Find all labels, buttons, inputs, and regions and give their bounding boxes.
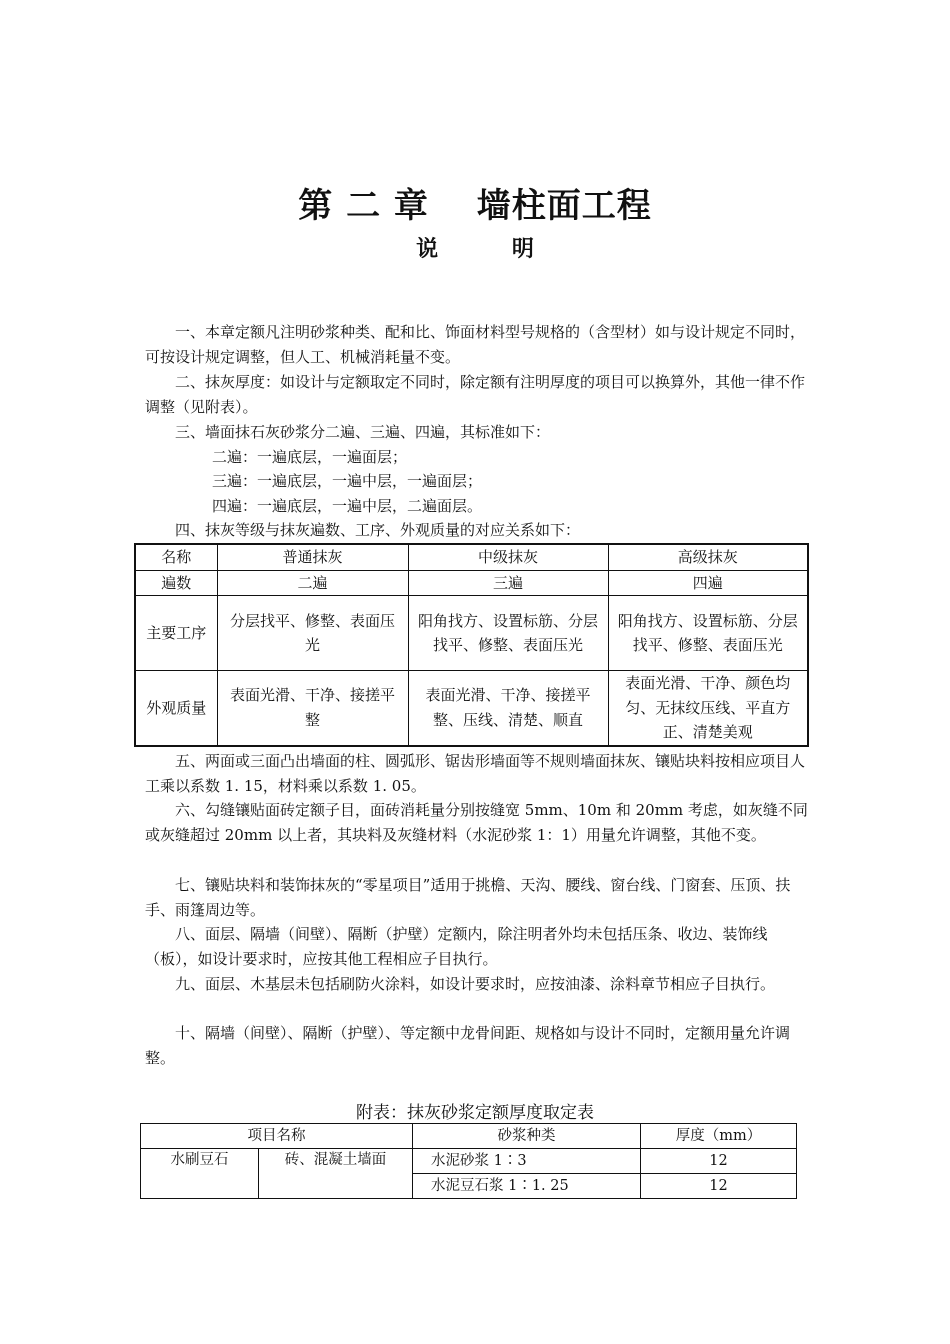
header-cell: 中级抹灰 [408,544,608,570]
table-cell: 阳角找方、设置标筋、分层找平、修整、表面压光 [608,596,808,671]
paragraph-3-item-2: 三遍：一遍底层，一遍中层，一遍面层； [212,472,483,490]
paragraph-4: 四、抹灰等级与抹灰遍数、工序、外观质量的对应关系如下： [175,521,581,539]
paragraph-2: 二、抹灰厚度：如设计与定额取定不同时，除定额有注明厚度的项目可以换算外，其他一律不作调整（见附表）。 [145,373,806,416]
table-row [135,671,808,746]
table-header-row [135,544,808,570]
table-row [135,596,808,671]
table-cell: 水泥砂浆 1∶3 [413,1149,641,1174]
plaster-grade-table [134,543,809,747]
table-cell: 表面光滑、干净、颜色均匀、无抹纹压线、平直方正、清楚美观 [608,671,808,746]
table-cell: 外观质量 [135,671,217,746]
paragraph-3-item-1: 二遍：一遍底层，一遍面层； [212,448,408,466]
table-cell: 主要工序 [135,596,217,671]
paragraph-7: 七、镶贴块料和装饰抹灰的“零星项目”适用于挑檐、天沟、腰线、窗台线、门窗套、压顶、扶手、雨篷周边等。 [145,876,791,919]
table-cell: 阳角找方、设置标筋、分层找平、修整、表面压光 [408,596,608,671]
paragraph-6: 六、勾缝镶贴面砖定额子目，面砖消耗量分别按缝宽 5mm、10m 和 20mm 考虑，如灰缝不同或灰缝超过 20mm 以上者，其块料及灰缝材料（水泥砂浆 1：1）用量允许调整，其他不变。 [145,801,808,844]
table-row [141,1149,797,1174]
header-cell: 普通抹灰 [217,544,408,570]
table-cell: 四遍 [608,570,808,596]
table-cell: 三遍 [408,570,608,596]
section-subtitle: 说 明 [416,237,534,262]
chapter-title: 第 二 章 墙柱面工程 [298,186,652,226]
header-cell: 项目名称 [141,1124,413,1149]
table-cell: 二遍 [217,570,408,596]
table-cell: 分层找平、修整、表面压光 [217,596,408,671]
header-cell: 厚度（mm） [641,1124,797,1149]
table-cell: 表面光滑、干净、接搓平整、压线、清楚、顺直 [408,671,608,746]
paragraph-8: 八、面层、隔墙（间壁）、隔断（护壁）定额内，除注明者外均未包括压条、收边、装饰线（板），如设计要求时，应按其他工程相应子目执行。 [145,925,768,968]
table-cell: 12 [641,1149,797,1174]
table-cell: 12 [641,1174,797,1199]
paragraph-10: 十、隔墙（间壁）、隔断（护壁）、等定额中龙骨间距、规格如与设计不同时，定额用量允许调整。 [145,1024,791,1067]
paragraph-5: 五、两面或三面凸出墙面的柱、圆弧形、锯齿形墙面等不规则墙面抹灰、镶贴块料按相应项目人工乘以系数 1. 15，材料乘以系数 1. 05。 [145,752,806,795]
header-cell: 高级抹灰 [608,544,808,570]
table-cell: 砖、混凝土墙面 [259,1149,413,1199]
paragraph-9: 九、面层、木基层未包括刷防火涂料，如设计要求时，应按油漆、涂料章节相应子目执行。 [175,975,776,993]
table-cell: 水刷豆石 [141,1149,259,1199]
table-header-row [141,1124,797,1149]
header-cell: 砂浆种类 [413,1124,641,1149]
header-cell: 名称 [135,544,217,570]
paragraph-1: 一、本章定额凡注明砂浆种类、配和比、饰面材料型号规格的（含型材）如与设计规定不同时，可按设计规定调整，但人工、机械消耗量不变。 [145,323,806,366]
paragraph-3: 三、墙面抹石灰砂浆分二遍、三遍、四遍，其标准如下： [175,423,551,441]
appendix-caption: 附表：抹灰砂浆定额厚度取定表 [356,1103,594,1123]
mortar-thickness-table [140,1123,797,1199]
paragraph-3-item-3: 四遍：一遍底层，一遍中层，二遍面层。 [212,497,483,515]
table-row [135,570,808,596]
table-cell: 表面光滑、干净、接搓平整 [217,671,408,746]
table-cell: 水泥豆石浆 1∶1. 25 [413,1174,641,1199]
table-cell: 遍数 [135,570,217,596]
